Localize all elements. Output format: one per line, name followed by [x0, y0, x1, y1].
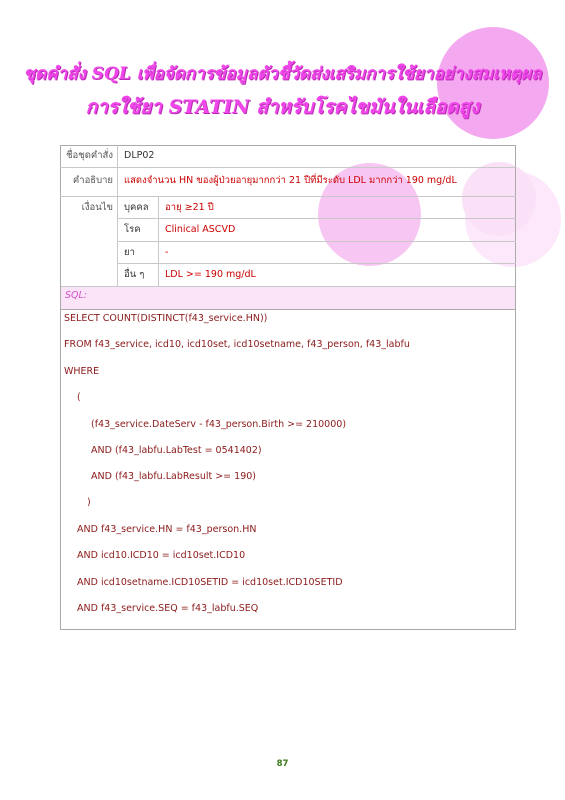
condition-value: LDL >= 190 mg/dL	[165, 269, 256, 280]
condition-value: Clinical ASCVD	[165, 224, 236, 235]
sql-line: FROM f43_service, icd10, icd10set, icd10setname, f43_person, f43_labfu	[64, 339, 410, 350]
sql-line: AND (f43_labfu.LabTest = 0541402)	[91, 445, 262, 456]
table-divider	[117, 218, 516, 219]
sql-line: AND f43_service.HN = f43_person.HN	[77, 524, 257, 535]
table-divider	[60, 196, 516, 197]
sql-line: (f43_service.DateServ - f43_person.Birth >= 210000)	[91, 419, 347, 430]
condition-key: บุคคล	[124, 202, 149, 213]
sql-line: AND f43_service.SEQ = f43_labfu.SEQ	[77, 603, 259, 614]
table-divider	[60, 167, 516, 168]
description-value: แสดงจำนวน HN ของผู้ป่วยอายุมากกว่า 21 ปีที่มีระดับ LDL มากกว่า 190 mg/dL	[124, 175, 457, 186]
sql-line: (	[77, 392, 81, 403]
sql-header-bar	[61, 286, 515, 310]
condition-key: อื่น ๆ	[124, 269, 145, 280]
page-subtitle: การใช้ยา STATIN สำหรับโรคไขมันในเลือดสูง	[85, 96, 480, 118]
sql-line: WHERE	[64, 366, 100, 377]
sql-line: AND icd10setname.ICD10SETID = icd10set.ICD10SETID	[77, 577, 343, 588]
set-label: ชื่อชุดคำสั่ง	[66, 150, 113, 161]
table-divider	[117, 263, 516, 264]
condition-value: อายุ ≥21 ปี	[165, 202, 214, 213]
set-value: DLP02	[124, 150, 155, 161]
condition-key: โรค	[124, 224, 141, 235]
table-column-divider	[117, 145, 118, 286]
sql-line: )	[87, 497, 91, 508]
table-divider	[117, 241, 516, 242]
description-label: คำอธิบาย	[72, 175, 113, 186]
condition-label: เงื่อนไข	[81, 202, 113, 213]
sql-line: SELECT COUNT(DISTINCT(f43_service.HN))	[64, 313, 268, 324]
condition-value: -	[165, 247, 169, 258]
sql-label: SQL:	[65, 290, 88, 301]
table-column-divider	[158, 196, 159, 286]
page-number: 87	[276, 759, 289, 769]
condition-key: ยา	[124, 247, 135, 258]
sql-line: AND icd10.ICD10 = icd10set.ICD10	[77, 550, 246, 561]
sql-line: AND (f43_labfu.LabResult >= 190)	[91, 471, 257, 482]
page-title: ชุดคำสั่ง SQL เพื่อจัดการข้อมูลตัวชี้วัดส่งเสริมการใช้ยาอย่างสมเหตุผล	[23, 64, 542, 84]
